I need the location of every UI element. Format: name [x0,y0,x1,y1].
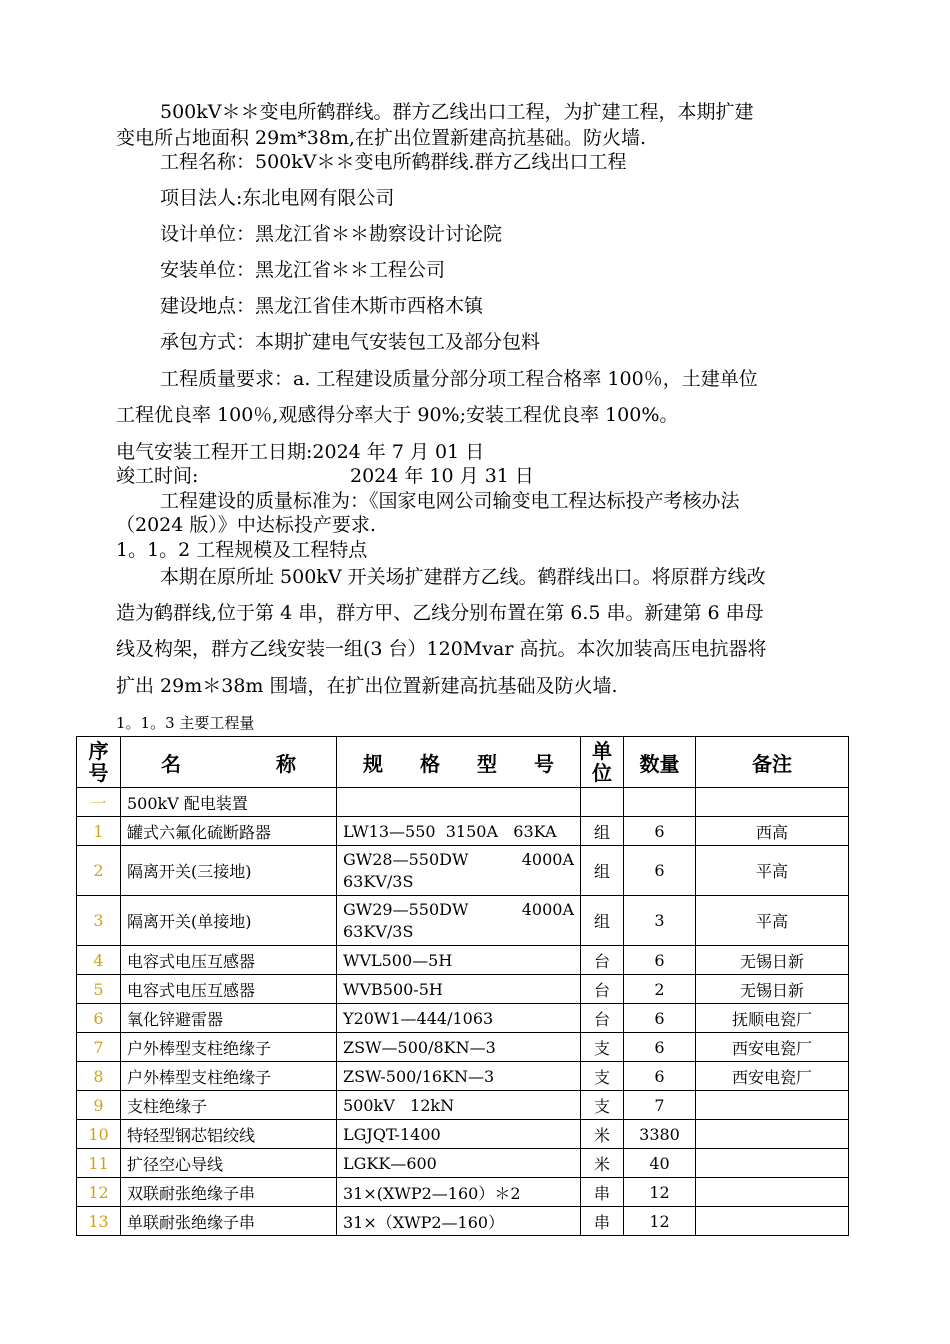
row-unit: 台 [581,1004,624,1033]
header-quantity: 数量 [624,737,696,788]
header-note: 备注 [696,737,849,788]
row-name: 电容式电压互感器 [121,975,337,1004]
row-name: 氧化锌避雷器 [121,1004,337,1033]
table-row [77,975,849,1004]
row-name: 单联耐张绝缘子串 [121,1207,337,1236]
group-index: 一 [77,788,121,817]
header-index: 序 号 [77,737,121,788]
row-note [696,1091,849,1120]
row-name: 支柱绝缘子 [121,1091,337,1120]
row-spec: LGKK—600 [337,1149,581,1178]
row-spec: 31×（XWP2—160） [337,1207,581,1236]
row-unit: 组 [581,817,624,846]
table-row [77,1120,849,1149]
row-index: 1 [77,817,121,846]
row-spec: GW28—550DW 4000A 63KV/3S [337,846,581,896]
group-name: 500kV 配电装置 [121,788,337,817]
table-row [77,1091,849,1120]
row-spec: LGJQT-1400 [337,1120,581,1149]
row-name: 电容式电压互感器 [121,946,337,975]
row-quantity: 3380 [624,1120,696,1149]
row-index: 10 [77,1120,121,1149]
table-row [77,1062,849,1091]
row-note: 平高 [696,846,849,896]
scale-paragraph-line4: 扩出 29m＊38m 围墙，在扩出位置新建高抗基础及防火墙. [116,675,618,697]
table-row [77,1004,849,1033]
row-index: 3 [77,896,121,946]
row-index: 5 [77,975,121,1004]
row-quantity: 6 [624,846,696,896]
paragraph-intro-line1: 500kV＊＊变电所鹤群线。群方乙线出口工程，为扩建工程，本期扩建 [160,101,754,123]
row-name: 户外棒型支柱绝缘子 [121,1062,337,1091]
row-name: 隔离开关(单接地) [121,896,337,946]
row-quantity: 6 [624,1062,696,1091]
design-unit: 设计单位：黑龙江省＊＊勘察设计讨论院 [160,223,503,245]
table-header-row [77,737,849,788]
row-note: 无锡日新 [696,946,849,975]
row-spec: GW29—550DW 4000A 63KV/3S [337,896,581,946]
header-unit: 单 位 [581,737,624,788]
row-unit: 米 [581,1120,624,1149]
row-spec: WVL500—5H [337,946,581,975]
row-index: 4 [77,946,121,975]
completion-date: 2024 年 10 月 31 日 [350,465,534,487]
scale-paragraph-line1: 本期在原所址 500kV 开关场扩建群方乙线。鹤群线出口。将原群方线改 [160,566,766,588]
scale-paragraph-line3: 线及构架，群方乙线安装一组(3 台）120Mvar 高抗。本次加装高压电抗器将 [116,638,767,660]
table-group-row [77,788,849,817]
row-quantity: 40 [624,1149,696,1178]
row-note [696,1120,849,1149]
row-unit: 组 [581,896,624,946]
table-row [77,817,849,846]
row-quantity: 6 [624,1004,696,1033]
row-spec: ZSW-500/16KN—3 [337,1062,581,1091]
row-quantity: 3 [624,896,696,946]
start-date: 电气安装工程开工日期:2024 年 7 月 01 日 [116,441,485,463]
quality-standard-line2: （2024 版）》中达标投产要求. [116,514,376,536]
table-row [77,1033,849,1062]
row-note: 西高 [696,817,849,846]
quality-requirement-line2: 工程优良率 100％,观感得分率大于 90%;安装工程优良率 100%。 [116,404,679,426]
row-note: 西安电瓷厂 [696,1033,849,1062]
row-note: 西安电瓷厂 [696,1062,849,1091]
row-spec: Y20W1—444/1063 [337,1004,581,1033]
contract-mode: 承包方式：本期扩建电气安装包工及部分包料 [160,331,541,353]
row-index: 13 [77,1207,121,1236]
row-index: 11 [77,1149,121,1178]
quality-requirement-line1: 工程质量要求：a. 工程建设质量分部分项工程合格率 100％，土建单位 [160,368,758,390]
row-quantity: 7 [624,1091,696,1120]
row-index: 9 [77,1091,121,1120]
row-unit: 组 [581,846,624,896]
row-unit: 支 [581,1033,624,1062]
table-row [77,846,849,896]
table-row [77,896,849,946]
row-name: 户外棒型支柱绝缘子 [121,1033,337,1062]
table-row [77,1149,849,1178]
row-name: 扩径空心导线 [121,1149,337,1178]
row-name: 隔离开关(三接地) [121,846,337,896]
row-spec: LW13—550 3150A 63KA [337,817,581,846]
row-index: 7 [77,1033,121,1062]
row-quantity: 2 [624,975,696,1004]
row-note: 平高 [696,896,849,946]
row-quantity: 12 [624,1207,696,1236]
scale-paragraph-line2: 造为鹤群线,位于第 4 串，群方甲、乙线分别布置在第 6.5 串。新建第 6 串母 [116,602,764,624]
row-name: 双联耐张绝缘子串 [121,1178,337,1207]
main-quantities-table [76,736,849,1236]
row-unit: 支 [581,1062,624,1091]
table-row [77,1207,849,1236]
row-unit: 串 [581,1178,624,1207]
row-quantity: 6 [624,817,696,846]
row-quantity: 6 [624,946,696,975]
legal-person: 项目法人:东北电网有限公司 [160,187,395,209]
row-note [696,1149,849,1178]
table-row [77,1178,849,1207]
row-spec: 31×(XWP2—160）＊2 [337,1178,581,1207]
construction-location: 建设地点：黑龙江省佳木斯市西格木镇 [160,295,484,317]
completion-label: 竣工时间: [116,465,199,487]
paragraph-intro-line2: 变电所占地面积 29m*38m,在扩出位置新建高抗基础。防火墙. [116,127,647,149]
header-name: 名 称 [121,737,337,788]
row-index: 8 [77,1062,121,1091]
section-heading-112: 1。1。2 工程规模及工程特点 [116,539,368,561]
row-name: 特轻型钢芯铝绞线 [121,1120,337,1149]
row-unit: 台 [581,946,624,975]
row-note [696,1207,849,1236]
row-unit: 串 [581,1207,624,1236]
row-name: 罐式六氟化硫断路器 [121,817,337,846]
quality-standard-line1: 工程建设的质量标准为：《国家电网公司输变电工程达标投产考核办法 [160,490,740,512]
row-spec: ZSW—500/8KN—3 [337,1033,581,1062]
row-quantity: 12 [624,1178,696,1207]
project-name: 工程名称：500kV＊＊变电所鹤群线.群方乙线出口工程 [160,151,627,173]
row-unit: 米 [581,1149,624,1178]
row-note: 无锡日新 [696,975,849,1004]
row-unit: 支 [581,1091,624,1120]
row-note [696,1178,849,1207]
row-unit: 台 [581,975,624,1004]
row-spec: 500kV 12kN [337,1091,581,1120]
table-row [77,946,849,975]
install-unit: 安装单位：黑龙江省＊＊工程公司 [160,259,446,281]
row-note: 抚顺电瓷厂 [696,1004,849,1033]
row-index: 2 [77,846,121,896]
row-quantity: 6 [624,1033,696,1062]
row-index: 6 [77,1004,121,1033]
section-heading-113: 1。1。3 主要工程量 [116,714,255,732]
header-spec: 规 格 型 号 [337,737,581,788]
row-index: 12 [77,1178,121,1207]
row-spec: WVB500-5H [337,975,581,1004]
